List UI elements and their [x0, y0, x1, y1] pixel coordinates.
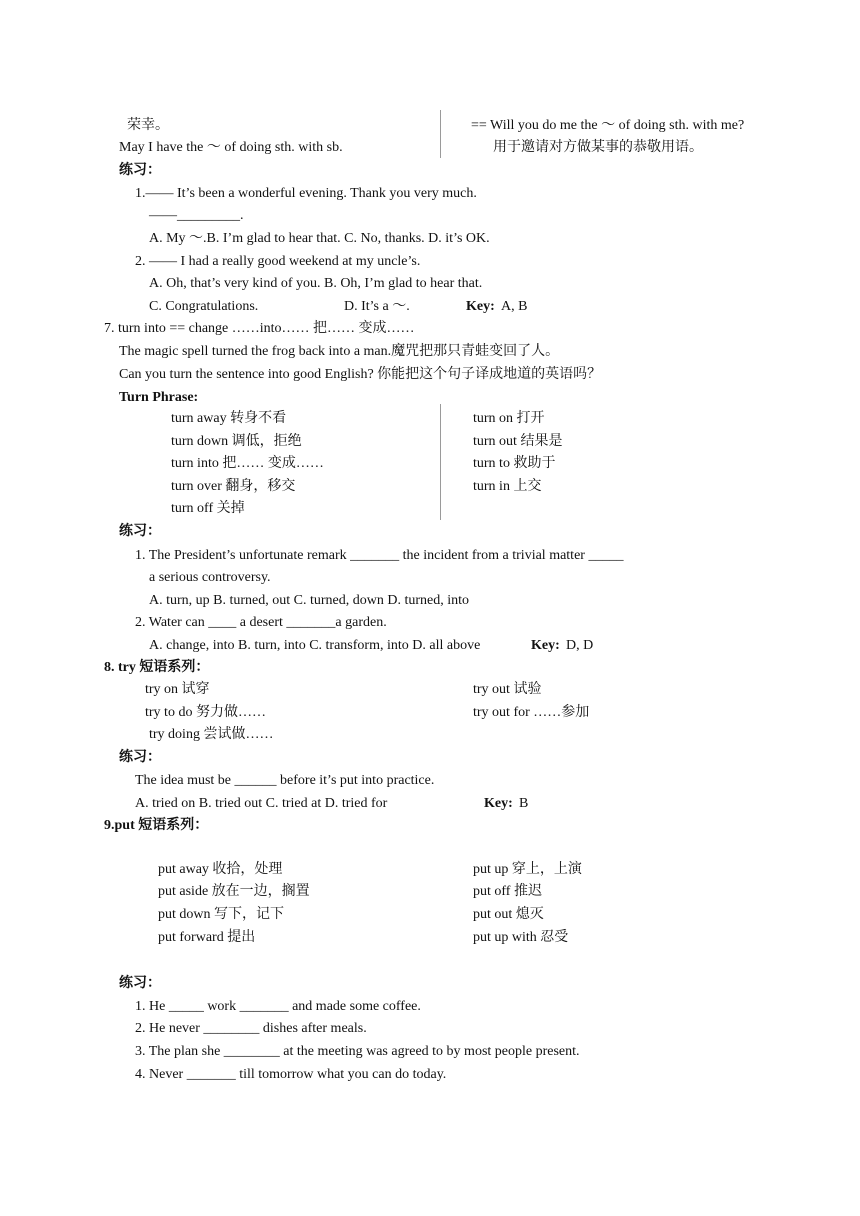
- text-line: turn off 关掉: [171, 501, 245, 516]
- text-line: put forward 提出: [158, 930, 256, 945]
- text-line: 3. The plan she ________ at the meeting was agreed to by most people present.: [135, 1044, 580, 1059]
- text-line: turn to 救助于: [473, 456, 556, 471]
- text-line: 练习：: [119, 750, 161, 765]
- text-line: Key:: [531, 638, 560, 653]
- table-divider-turn-phrase: [440, 404, 441, 520]
- text-line: 9.put 短语系列：: [104, 818, 209, 833]
- text-line: May I have the ～ of doing sth. with sb.: [119, 140, 343, 155]
- text-line: A. My ～.B. I’m glad to hear that. C. No, thanks. D. it’s OK.: [149, 231, 490, 246]
- text-line: 练习：: [119, 163, 161, 178]
- text-line: A. Oh, that’s very kind of you. B. Oh, I’m glad to hear that.: [149, 276, 483, 291]
- text-line: 荣幸。: [127, 118, 169, 133]
- text-line: A. turn, up B. turned, out C. turned, down D. turned, into: [149, 593, 470, 608]
- text-line: 4. Never _______ till tomorrow what you can do today.: [135, 1067, 447, 1082]
- text-line: 用于邀请对方做某事的恭敬用语。: [493, 140, 703, 155]
- text-line: 7. turn into == change ……into…… 把…… 变成……: [104, 321, 415, 336]
- text-line: turn into 把…… 变成……: [171, 456, 324, 471]
- text-line: 2. Water can ____ a desert _______a garden.: [135, 615, 387, 630]
- text-line: D, D: [566, 638, 594, 653]
- text-line: a serious controversy.: [149, 570, 271, 585]
- text-line: The idea must be ______ before it’s put into practice.: [135, 773, 435, 788]
- text-line: try out for ……参加: [473, 705, 590, 720]
- text-line: Key:: [466, 299, 495, 314]
- text-line: put out 熄灭: [473, 907, 544, 922]
- table-divider-top: [440, 110, 441, 158]
- text-line: try on 试穿: [145, 682, 210, 697]
- text-line: 1. The President’s unfortunate remark _______ the incident from a trivial matter _____: [135, 548, 624, 563]
- text-line: 练习：: [119, 976, 161, 991]
- text-line: Can you turn the sentence into good English? 你能把这个句子译成地道的英语吗？: [119, 367, 602, 382]
- text-line: D. It’s a ～.: [344, 299, 410, 314]
- text-line: 8. try 短语系列：: [104, 660, 210, 675]
- text-line: B: [519, 796, 529, 811]
- text-line: put up with 忍受: [473, 930, 569, 945]
- text-line: 2. —— I had a really good weekend at my uncle’s.: [135, 254, 421, 269]
- text-line: A, B: [501, 299, 528, 314]
- text-line: try to do 努力做……: [145, 705, 266, 720]
- text-line: ——_________.: [149, 208, 244, 223]
- text-line: 练习：: [119, 524, 161, 539]
- text-line: C. Congratulations.: [149, 299, 259, 314]
- text-line: Key:: [484, 796, 513, 811]
- text-line: 1.—— It’s been a wonderful evening. Thank you very much.: [135, 186, 477, 201]
- text-line: Turn Phrase:: [119, 390, 199, 405]
- text-line: put away 收拾，处理: [158, 862, 283, 877]
- text-line: 2. He never ________ dishes after meals.: [135, 1021, 367, 1036]
- text-line: The magic spell turned the frog back into a man.魔咒把那只青蛙变回了人。: [119, 344, 560, 359]
- text-line: turn on 打开: [473, 411, 545, 426]
- text-line: put off 推迟: [473, 884, 542, 899]
- text-line: turn over 翻身，移交: [171, 479, 296, 494]
- text-line: turn away 转身不看: [171, 411, 287, 426]
- text-line: 1. He _____ work _______ and made some coffee.: [135, 999, 421, 1014]
- text-line: turn out 结果是: [473, 434, 563, 449]
- text-line: == Will you do me the ～ of doing sth. with me?: [471, 118, 745, 133]
- text-line: put up 穿上，上演: [473, 862, 582, 877]
- text-line: A. change, into B. turn, into C. transform, into D. all above: [149, 638, 481, 653]
- text-line: try doing 尝试做……: [149, 727, 274, 742]
- text-line: try out 试验: [473, 682, 542, 697]
- text-line: put down 写下，记下: [158, 907, 284, 922]
- text-line: turn in 上交: [473, 479, 542, 494]
- text-line: turn down 调低，拒绝: [171, 434, 302, 449]
- text-line: put aside 放在一边，搁置: [158, 884, 310, 899]
- text-line: A. tried on B. tried out C. tried at D. tried for: [135, 796, 388, 811]
